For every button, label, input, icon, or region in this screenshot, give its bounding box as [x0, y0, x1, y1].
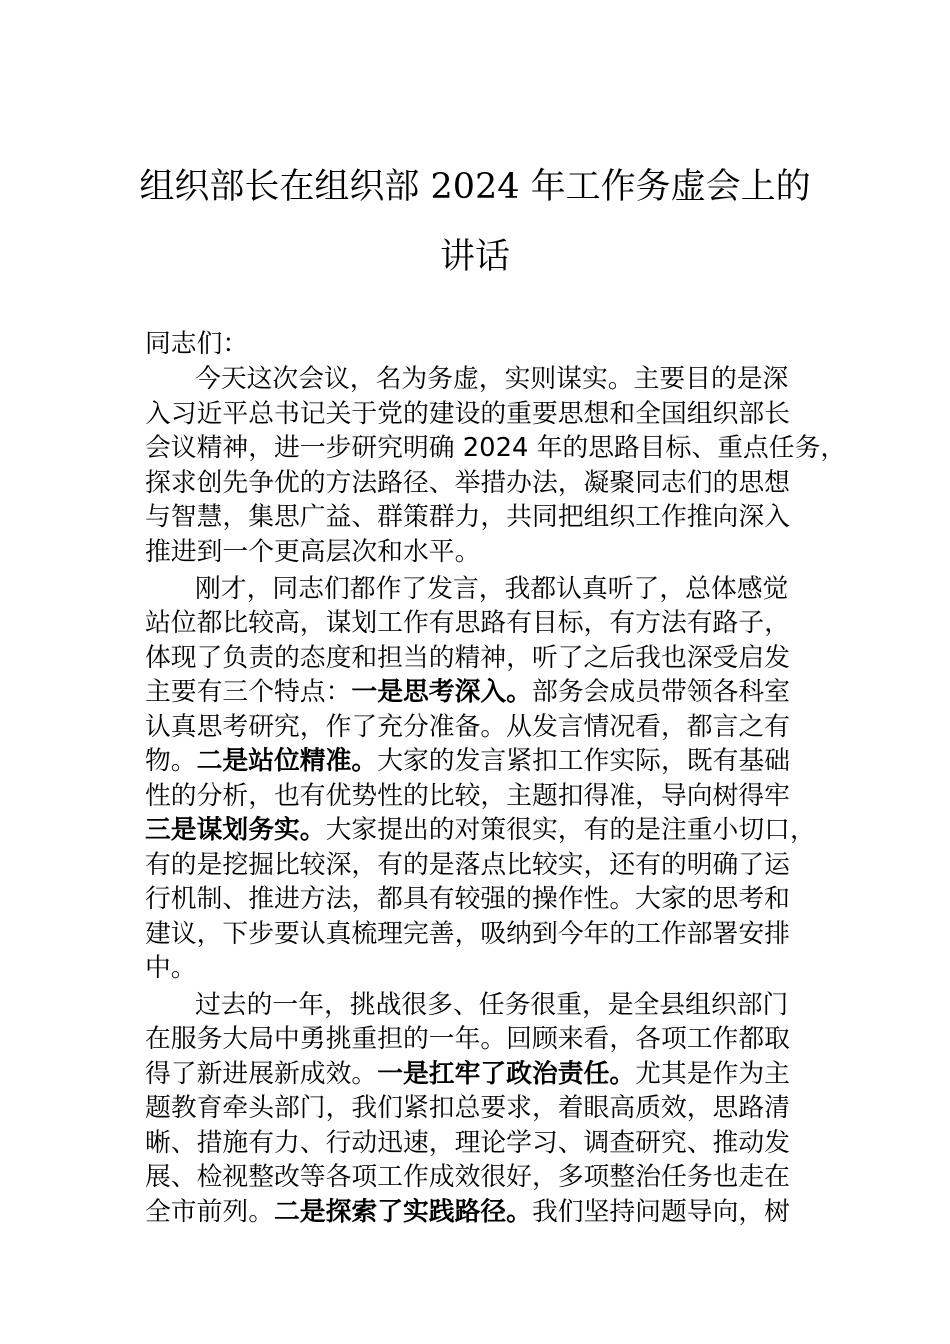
- paragraph-2-line: 性的分析，也有优势性的比较，主题扣得准，导向树得牢: [145, 781, 790, 811]
- paragraph-2-line: [145, 813, 845, 848]
- text-run: 主要有三个特点：: [145, 677, 352, 707]
- document-title-line-2: 讲话: [439, 237, 510, 277]
- bold-point: 三是谋划务实。: [145, 815, 326, 845]
- text-run: 全市前列。: [145, 1197, 274, 1227]
- paragraph-3-line: [145, 1057, 845, 1092]
- paragraph-1-line: 入习近平总书记关于党的建设的重要思想和全国组织部长: [145, 399, 790, 429]
- greeting: 同志们：: [145, 329, 249, 359]
- paragraph-3-line: 过去的一年，挑战很多、任务很重，是全县组织部门: [195, 990, 789, 1020]
- paragraph-2-line: 有的是挖掘比较深，有的是落点比较实，还有的明确了运: [145, 850, 790, 880]
- paragraph-2-line: 中。: [145, 953, 197, 983]
- paragraph-1-line: 今天这次会议，名为务虚，实则谋实。主要目的是深: [195, 364, 789, 394]
- paragraph-2-line: 建议，下步要认真梳理完善，吸纳到今年的工作部署安排: [145, 919, 790, 949]
- paragraph-1-line: 探求创先争优的方法路径、举措办法，凝聚同志们的思想: [145, 468, 790, 498]
- text-run: 得了新进展新成效。: [145, 1059, 378, 1089]
- text-run: 大家提出的对策很实，有的是注重小切口，: [325, 815, 816, 845]
- text-run: 部务会成员带领各科室: [531, 677, 790, 707]
- paragraph-2-line: 刚才，同志们都作了发言，我都认真听了，总体感觉: [195, 574, 789, 604]
- paragraph-3-line: 晰、措施有力、行动迅速，理论学习、调查研究、推动发: [145, 1128, 790, 1158]
- paragraph-2-line: 认真思考研究，作了充分准备。从发言情况看，都言之有: [145, 712, 790, 742]
- paragraph-3-line: 题教育牵头部门，我们紧扣总要求，着眼高质效，思路清: [145, 1093, 790, 1123]
- bold-point: 二是探索了实践路径。: [274, 1197, 532, 1227]
- text-run: 大家的发言紧扣工作实际，既有基础: [377, 746, 790, 776]
- paragraph-1-line: 与智慧，集思广益、群策群力，共同把组织工作推向深入: [145, 502, 790, 532]
- paragraph-3-line: [145, 1195, 845, 1230]
- bold-point: 一是思考深入。: [351, 677, 532, 707]
- paragraph-2-line: 站位都比较高，谋划工作有思路有目标，有方法有路子，: [145, 608, 790, 638]
- paragraph-2-line: 体现了负责的态度和担当的精神，听了之后我也深受启发: [145, 643, 790, 673]
- paragraph-2-line: [145, 744, 845, 779]
- bold-point: 二是站位精准。: [196, 746, 378, 776]
- bold-point: 一是扛牢了政治责任。: [377, 1059, 636, 1089]
- paragraph-1-line: 会议精神，进一步研究明确 2024 年的思路目标、重点任务，: [145, 433, 847, 463]
- paragraph-1-line: 推进到一个更高层次和水平。: [145, 537, 481, 567]
- paragraph-2-line: 行机制、推进方法，都具有较强的操作性。大家的思考和: [145, 884, 790, 914]
- text-run: 尤其是作为主: [635, 1059, 790, 1089]
- paragraph-3-line: 在服务大局中勇挑重担的一年。回顾来看，各项工作都取: [145, 1024, 790, 1054]
- paragraph-2-line: [145, 675, 845, 710]
- text-run: 我们坚持问题导向，树: [531, 1197, 790, 1227]
- document-title-line-1: 组织部长在组织部 2024 年工作务虚会上的: [139, 167, 811, 207]
- paragraph-3-line: 展、检视整改等各项工作成效很好，多项整治任务也走在: [145, 1162, 790, 1192]
- text-run: 物。: [145, 746, 197, 776]
